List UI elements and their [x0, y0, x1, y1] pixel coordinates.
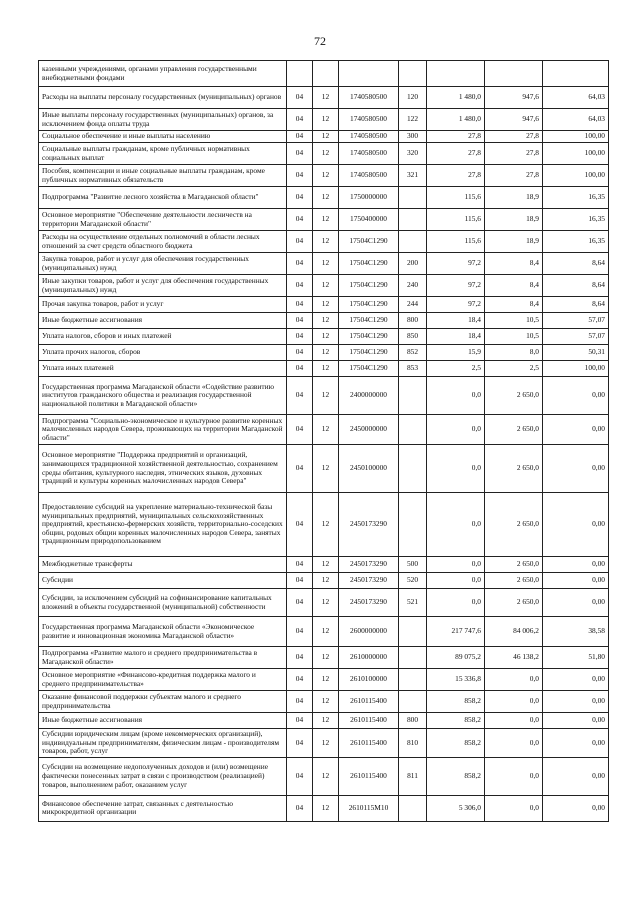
cell-rz: 04	[287, 713, 313, 729]
cell-fact: 947,6	[485, 87, 543, 109]
cell-pr: 12	[313, 713, 339, 729]
cell-rz: 04	[287, 345, 313, 361]
cell-plan: 97,2	[427, 253, 485, 275]
cell-pr	[313, 61, 339, 87]
cell-name: Основное мероприятие «Финансово-кредитная поддержка малого и среднего предпринимательства»	[39, 669, 287, 691]
cell-csr: 17504C1290	[339, 275, 399, 297]
cell-pr: 12	[313, 231, 339, 253]
cell-pct: 50,31	[543, 345, 609, 361]
cell-rz: 04	[287, 209, 313, 231]
cell-pr: 12	[313, 795, 339, 821]
cell-rz: 04	[287, 253, 313, 275]
cell-name: Уплата иных платежей	[39, 361, 287, 377]
cell-vr	[399, 187, 427, 209]
cell-pr: 12	[313, 275, 339, 297]
cell-pct: 57,07	[543, 313, 609, 329]
cell-rz: 04	[287, 647, 313, 669]
cell-plan: 0,0	[427, 445, 485, 493]
page-number: 72	[314, 34, 326, 48]
cell-fact: 2 650,0	[485, 445, 543, 493]
cell-pct: 0,00	[543, 795, 609, 821]
cell-rz: 04	[287, 143, 313, 165]
cell-name: Субсидии, за исключением субсидий на софинансирование капитальных вложений в объекты государственной (муниципальной) собственности	[39, 589, 287, 617]
table-row	[39, 757, 609, 795]
cell-pr: 12	[313, 589, 339, 617]
table-row	[39, 729, 609, 758]
table-row	[39, 253, 609, 275]
cell-plan: 0,0	[427, 589, 485, 617]
cell-pr: 12	[313, 143, 339, 165]
cell-pct: 16,35	[543, 231, 609, 253]
cell-name: Иные бюджетные ассигнования	[39, 313, 287, 329]
cell-pct: 0,00	[543, 589, 609, 617]
cell-csr: 1740580500	[339, 131, 399, 143]
cell-vr	[399, 445, 427, 493]
cell-pct: 0,00	[543, 713, 609, 729]
cell-csr: 17504C1290	[339, 329, 399, 345]
cell-csr: 2610115400	[339, 713, 399, 729]
cell-pr: 12	[313, 345, 339, 361]
cell-fact: 0,0	[485, 669, 543, 691]
cell-pct: 100,00	[543, 165, 609, 187]
cell-rz: 04	[287, 445, 313, 493]
cell-csr: 2450000000	[339, 415, 399, 445]
cell-plan: 115,6	[427, 187, 485, 209]
cell-fact: 2,5	[485, 361, 543, 377]
cell-csr: 17504C1290	[339, 253, 399, 275]
cell-vr: 853	[399, 361, 427, 377]
table-row	[39, 231, 609, 253]
cell-rz: 04	[287, 573, 313, 589]
cell-plan: 5 306,0	[427, 795, 485, 821]
cell-csr: 2610115400	[339, 691, 399, 713]
cell-vr	[399, 617, 427, 647]
cell-rz: 04	[287, 377, 313, 415]
cell-csr: 1750000000	[339, 187, 399, 209]
cell-name: казенными учреждениями, органами управления государственными внебюджетными фондами	[39, 61, 287, 87]
cell-name: Субсидии на возмещение недополученных доходов и (или) возмещение фактически понесенных затрат в связи с производством (реализацией) товаров, выполнением работ, оказанием услуг	[39, 757, 287, 795]
budget-table	[38, 60, 609, 822]
cell-pct	[543, 61, 609, 87]
cell-name: Иные выплаты персоналу государственных (муниципальных) органов, за исключением фонда оплаты труда	[39, 109, 287, 131]
cell-plan: 0,0	[427, 377, 485, 415]
cell-plan: 89 075,2	[427, 647, 485, 669]
cell-csr: 17504C1290	[339, 297, 399, 313]
cell-csr: 17504C1290	[339, 361, 399, 377]
cell-name: Государственная программа Магаданской области «Экономическое развитие и инновационная экономика Магаданской области»	[39, 617, 287, 647]
table-row	[39, 345, 609, 361]
cell-pct: 57,07	[543, 329, 609, 345]
cell-fact	[485, 61, 543, 87]
cell-rz: 04	[287, 589, 313, 617]
cell-pr: 12	[313, 297, 339, 313]
table-row	[39, 669, 609, 691]
cell-vr: 240	[399, 275, 427, 297]
cell-pct: 0,00	[543, 377, 609, 415]
cell-vr: 800	[399, 713, 427, 729]
table-row	[39, 493, 609, 557]
cell-csr: 1740580500	[339, 87, 399, 109]
cell-plan: 858,2	[427, 757, 485, 795]
cell-name: Иные бюджетные ассигнования	[39, 713, 287, 729]
cell-vr	[399, 61, 427, 87]
cell-csr: 17504C1290	[339, 231, 399, 253]
cell-pr: 12	[313, 557, 339, 573]
cell-fact: 2 650,0	[485, 589, 543, 617]
cell-fact: 27,8	[485, 165, 543, 187]
cell-name: Субсидии юридическим лицам (кроме некоммерческих организаций), индивидуальным предпринимателям, физическим лицам - производителям товаров, работ, услуг	[39, 729, 287, 758]
cell-vr: 810	[399, 729, 427, 758]
cell-pct: 0,00	[543, 493, 609, 557]
cell-pr: 12	[313, 329, 339, 345]
cell-rz: 04	[287, 415, 313, 445]
cell-rz: 04	[287, 729, 313, 758]
cell-plan: 2,5	[427, 361, 485, 377]
cell-fact: 18,9	[485, 209, 543, 231]
table-row	[39, 713, 609, 729]
cell-plan: 15,9	[427, 345, 485, 361]
cell-rz: 04	[287, 493, 313, 557]
cell-fact: 46 138,2	[485, 647, 543, 669]
cell-pct: 0,00	[543, 757, 609, 795]
cell-fact: 8,4	[485, 253, 543, 275]
cell-fact: 8,4	[485, 297, 543, 313]
cell-fact: 0,0	[485, 757, 543, 795]
cell-vr	[399, 647, 427, 669]
cell-vr	[399, 377, 427, 415]
cell-name: Подпрограмма "Развитие лесного хозяйства в Магаданской области"	[39, 187, 287, 209]
cell-rz: 04	[287, 361, 313, 377]
table-row	[39, 313, 609, 329]
cell-plan: 1 480,0	[427, 109, 485, 131]
cell-csr: 2450100000	[339, 445, 399, 493]
cell-pr: 12	[313, 647, 339, 669]
table-row	[39, 275, 609, 297]
cell-plan: 97,2	[427, 297, 485, 313]
cell-vr	[399, 231, 427, 253]
cell-pr: 12	[313, 313, 339, 329]
cell-pr: 12	[313, 253, 339, 275]
cell-vr: 320	[399, 143, 427, 165]
cell-fact: 18,9	[485, 231, 543, 253]
cell-vr: 122	[399, 109, 427, 131]
cell-csr: 2610000000	[339, 647, 399, 669]
cell-pr: 12	[313, 131, 339, 143]
cell-csr: 17504C1290	[339, 345, 399, 361]
cell-name: Уплата прочих налогов, сборов	[39, 345, 287, 361]
cell-rz: 04	[287, 131, 313, 143]
cell-rz: 04	[287, 691, 313, 713]
cell-name: Прочая закупка товаров, работ и услуг	[39, 297, 287, 313]
cell-csr: 1740580500	[339, 165, 399, 187]
cell-vr	[399, 669, 427, 691]
cell-name: Основное мероприятие "Поддержка предприятий и организаций, занимающихся традиционной хозяйственной деятельностью, сохранением среды обитания, культурного наследия, этнических языков, духовных традиций и культуры коренных малочисленных народов Севера"	[39, 445, 287, 493]
cell-rz: 04	[287, 557, 313, 573]
cell-pr: 12	[313, 691, 339, 713]
cell-name: Расходы на выплаты персоналу государственных (муниципальных) органов	[39, 87, 287, 109]
cell-pr: 12	[313, 187, 339, 209]
cell-vr: 500	[399, 557, 427, 573]
cell-name: Уплата налогов, сборов и иных платежей	[39, 329, 287, 345]
cell-csr: 1740580500	[339, 143, 399, 165]
cell-name: Пособия, компенсации и иные социальные выплаты гражданам, кроме публичных нормативных обязательств	[39, 165, 287, 187]
table-row	[39, 361, 609, 377]
cell-vr	[399, 795, 427, 821]
cell-rz: 04	[287, 669, 313, 691]
cell-fact: 8,4	[485, 275, 543, 297]
cell-csr: 1740580500	[339, 109, 399, 131]
cell-fact: 8,0	[485, 345, 543, 361]
cell-pr: 12	[313, 617, 339, 647]
cell-vr	[399, 415, 427, 445]
cell-pr: 12	[313, 415, 339, 445]
table-row	[39, 165, 609, 187]
cell-rz	[287, 61, 313, 87]
cell-fact: 947,6	[485, 109, 543, 131]
cell-vr	[399, 691, 427, 713]
cell-vr	[399, 493, 427, 557]
cell-plan: 27,8	[427, 143, 485, 165]
table-row	[39, 131, 609, 143]
cell-pct: 0,00	[543, 729, 609, 758]
cell-name: Подпрограмма «Развитие малого и среднего предпринимательства в Магаданской области»	[39, 647, 287, 669]
cell-pct: 0,00	[543, 573, 609, 589]
cell-pr: 12	[313, 109, 339, 131]
cell-pr: 12	[313, 209, 339, 231]
cell-vr: 521	[399, 589, 427, 617]
cell-csr: 17504C1290	[339, 313, 399, 329]
cell-vr: 800	[399, 313, 427, 329]
cell-rz: 04	[287, 329, 313, 345]
cell-name: Социальные выплаты гражданам, кроме публичных нормативных социальных выплат	[39, 143, 287, 165]
cell-pr: 12	[313, 361, 339, 377]
cell-pr: 12	[313, 165, 339, 187]
cell-name: Финансовое обеспечение затрат, связанных с деятельностью микрокредитной организации	[39, 795, 287, 821]
cell-fact: 18,9	[485, 187, 543, 209]
cell-csr: 2400000000	[339, 377, 399, 415]
cell-vr: 244	[399, 297, 427, 313]
cell-fact: 10,5	[485, 313, 543, 329]
cell-rz: 04	[287, 231, 313, 253]
cell-vr: 321	[399, 165, 427, 187]
cell-plan: 858,2	[427, 691, 485, 713]
cell-vr: 200	[399, 253, 427, 275]
cell-fact: 27,8	[485, 131, 543, 143]
cell-pr: 12	[313, 757, 339, 795]
table-row	[39, 795, 609, 821]
cell-pct: 38,58	[543, 617, 609, 647]
cell-pct: 0,00	[543, 669, 609, 691]
cell-pct: 16,35	[543, 187, 609, 209]
cell-pct: 100,00	[543, 131, 609, 143]
cell-csr: 2450173290	[339, 573, 399, 589]
cell-fact: 2 650,0	[485, 573, 543, 589]
cell-pct: 0,00	[543, 415, 609, 445]
table-row	[39, 617, 609, 647]
cell-pct: 0,00	[543, 445, 609, 493]
table-row	[39, 415, 609, 445]
cell-csr: 2450173290	[339, 589, 399, 617]
cell-name: Расходы на осуществление отдельных полномочий в области лесных отношений за счет средств областного бюджета	[39, 231, 287, 253]
cell-fact: 2 650,0	[485, 415, 543, 445]
cell-vr	[399, 209, 427, 231]
cell-fact: 10,5	[485, 329, 543, 345]
cell-pr: 12	[313, 573, 339, 589]
cell-fact: 2 650,0	[485, 557, 543, 573]
cell-fact: 2 650,0	[485, 493, 543, 557]
cell-csr: 2600000000	[339, 617, 399, 647]
cell-pr: 12	[313, 87, 339, 109]
cell-pr: 12	[313, 729, 339, 758]
table-row	[39, 87, 609, 109]
cell-plan: 858,2	[427, 729, 485, 758]
table-row	[39, 557, 609, 573]
cell-pct: 8,64	[543, 253, 609, 275]
cell-name: Иные закупки товаров, работ и услуг для обеспечения государственных (муниципальных) нужд	[39, 275, 287, 297]
table-row	[39, 377, 609, 415]
cell-pr: 12	[313, 445, 339, 493]
cell-vr: 120	[399, 87, 427, 109]
cell-rz: 04	[287, 187, 313, 209]
table-row	[39, 109, 609, 131]
cell-name: Основное мероприятие "Обеспечение деятельности лесничеств на территории Магаданской области"	[39, 209, 287, 231]
cell-plan: 0,0	[427, 573, 485, 589]
cell-fact: 0,0	[485, 691, 543, 713]
cell-plan: 27,8	[427, 165, 485, 187]
cell-csr: 2450173290	[339, 557, 399, 573]
cell-vr: 852	[399, 345, 427, 361]
cell-csr: 1750400000	[339, 209, 399, 231]
table-row	[39, 691, 609, 713]
cell-pct: 64,03	[543, 109, 609, 131]
cell-csr: 2450173290	[339, 493, 399, 557]
cell-pr: 12	[313, 493, 339, 557]
cell-vr: 850	[399, 329, 427, 345]
cell-name: Субсидии	[39, 573, 287, 589]
cell-plan: 217 747,6	[427, 617, 485, 647]
table-row	[39, 297, 609, 313]
table-row	[39, 589, 609, 617]
cell-pr: 12	[313, 377, 339, 415]
cell-rz: 04	[287, 313, 313, 329]
cell-rz: 04	[287, 275, 313, 297]
cell-pct: 51,80	[543, 647, 609, 669]
cell-pct: 100,00	[543, 361, 609, 377]
cell-plan: 0,0	[427, 493, 485, 557]
table-row	[39, 647, 609, 669]
cell-fact: 0,0	[485, 713, 543, 729]
cell-name: Закупка товаров, работ и услуг для обеспечения государственных (муниципальных) нужд	[39, 253, 287, 275]
table-row	[39, 329, 609, 345]
cell-fact: 2 650,0	[485, 377, 543, 415]
cell-plan: 97,2	[427, 275, 485, 297]
cell-vr: 520	[399, 573, 427, 589]
cell-name: Социальное обеспечение и иные выплаты населению	[39, 131, 287, 143]
cell-fact: 0,0	[485, 729, 543, 758]
cell-plan: 18,4	[427, 329, 485, 345]
cell-name: Предоставление субсидий на укрепление материально-технической базы муниципальных предприятий, муниципальных сельскохозяйственных предприятий, крестьянско-фермерских хозяйств, территориально-соседских общин, родовых общин коренных малочисленных народов Севера, занятых традиционным природопользованием	[39, 493, 287, 557]
cell-pct: 100,00	[543, 143, 609, 165]
cell-rz: 04	[287, 109, 313, 131]
cell-csr	[339, 61, 399, 87]
cell-rz: 04	[287, 165, 313, 187]
cell-pct: 16,35	[543, 209, 609, 231]
table-row	[39, 445, 609, 493]
cell-plan: 1 480,0	[427, 87, 485, 109]
cell-fact: 0,0	[485, 795, 543, 821]
cell-rz: 04	[287, 795, 313, 821]
cell-csr: 2610115M10	[339, 795, 399, 821]
cell-fact: 84 006,2	[485, 617, 543, 647]
cell-plan: 27,8	[427, 131, 485, 143]
cell-rz: 04	[287, 757, 313, 795]
cell-name: Подпрограмма "Социально-экономическое и культурное развитие коренных малочисленных народов Севера, проживающих на территории Магаданской области"	[39, 415, 287, 445]
cell-name: Межбюджетные трансферты	[39, 557, 287, 573]
cell-plan	[427, 61, 485, 87]
cell-pct: 64,03	[543, 87, 609, 109]
cell-pr: 12	[313, 669, 339, 691]
cell-rz: 04	[287, 87, 313, 109]
cell-rz: 04	[287, 297, 313, 313]
cell-csr: 2610115400	[339, 757, 399, 795]
cell-plan: 858,2	[427, 713, 485, 729]
cell-pct: 0,00	[543, 691, 609, 713]
table-row	[39, 187, 609, 209]
cell-plan: 15 336,8	[427, 669, 485, 691]
table-body	[39, 61, 609, 822]
cell-plan: 18,4	[427, 313, 485, 329]
cell-csr: 2610100000	[339, 669, 399, 691]
cell-pct: 8,64	[543, 297, 609, 313]
table-row	[39, 143, 609, 165]
cell-vr: 811	[399, 757, 427, 795]
cell-name: Оказание финансовой поддержки субъектам малого и среднего предпринимательства	[39, 691, 287, 713]
cell-plan: 115,6	[427, 231, 485, 253]
cell-fact: 27,8	[485, 143, 543, 165]
cell-pct: 0,00	[543, 557, 609, 573]
cell-pct: 8,64	[543, 275, 609, 297]
table-row	[39, 573, 609, 589]
cell-vr: 300	[399, 131, 427, 143]
cell-csr: 2610115400	[339, 729, 399, 758]
cell-plan: 0,0	[427, 415, 485, 445]
cell-name: Государственная программа Магаданской области «Содействие развитию институтов гражданского общества и реализация государственной национальной политики в Магаданской области»	[39, 377, 287, 415]
table-row	[39, 61, 609, 87]
cell-plan: 0,0	[427, 557, 485, 573]
cell-plan: 115,6	[427, 209, 485, 231]
cell-rz: 04	[287, 617, 313, 647]
table-row	[39, 209, 609, 231]
